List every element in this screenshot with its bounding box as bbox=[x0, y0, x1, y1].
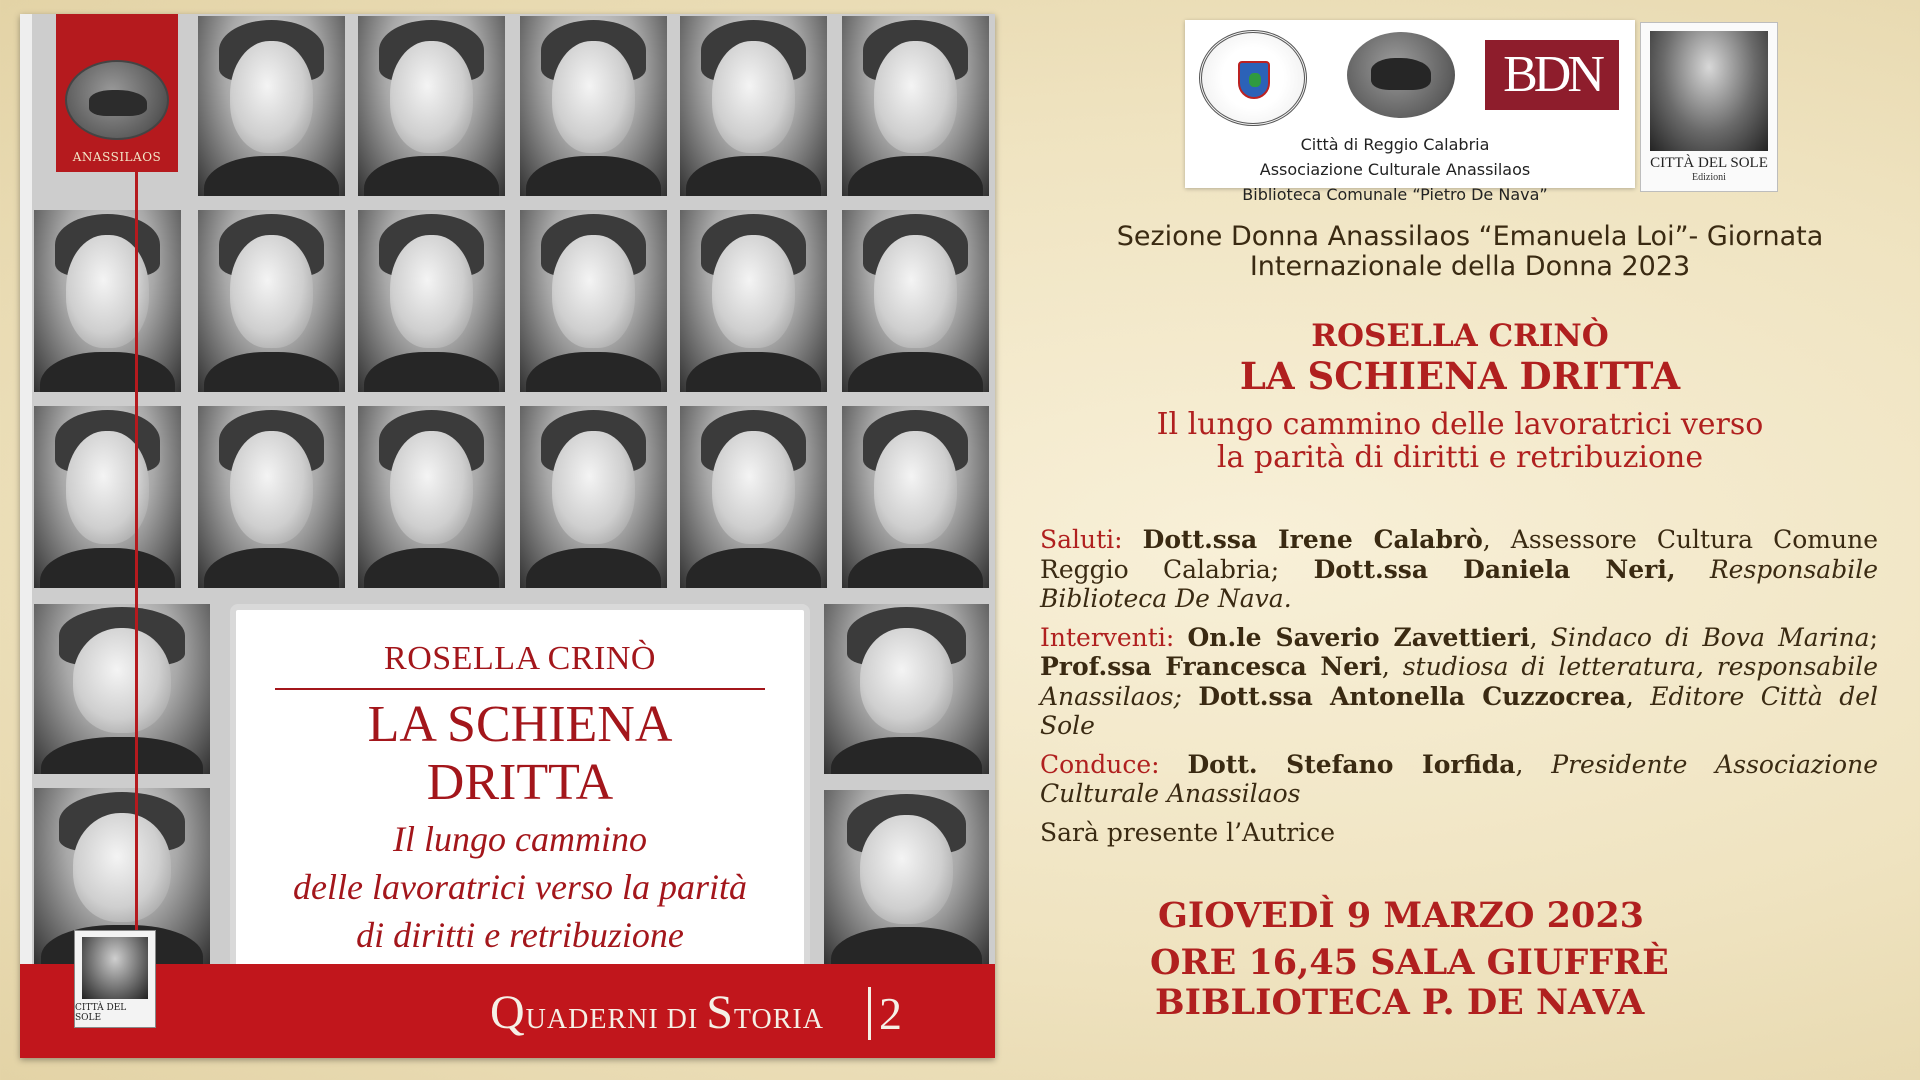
sponsor-line-association: Associazione Culturale Anassilaos bbox=[1259, 160, 1531, 179]
cover-subtitle-line1: Il lungo cammino bbox=[393, 819, 647, 859]
publisher-portrait-icon bbox=[82, 937, 148, 999]
event-subtitle bbox=[1040, 408, 1880, 474]
portrait-photo bbox=[520, 16, 667, 196]
sponsor-line-city: Città di Reggio Calabria bbox=[1300, 135, 1490, 154]
cds-name: CITTÀ DEL SOLE bbox=[1650, 155, 1768, 171]
saluti-label: Saluti: bbox=[1040, 525, 1123, 554]
portrait-photo bbox=[198, 16, 345, 196]
portrait-photo bbox=[680, 16, 827, 196]
interventi-role-2: studiosa di letteratura, responsabile Anassilaos; bbox=[1040, 652, 1878, 711]
citta-del-sole-logo bbox=[1640, 22, 1778, 192]
saluti-name-1: Dott.ssa Irene Calabrò bbox=[1142, 525, 1483, 554]
interventi-role-3: Editore Città del Sole bbox=[1040, 681, 1878, 740]
sponsor-line-library: Biblioteca Comunale “Pietro De Nava” bbox=[1242, 185, 1548, 204]
event-subtitle-line1: Il lungo cammino delle lavoratrici verso bbox=[1156, 407, 1764, 442]
saluti-name-2: Dott.ssa Daniela Neri, bbox=[1313, 554, 1676, 584]
interventi-label: Interventi: bbox=[1040, 622, 1175, 652]
sponsor-names bbox=[1195, 132, 1595, 207]
series-s: S bbox=[706, 986, 734, 1039]
event-time-place: ORE 16,45 SALA GIUFFRÈ bbox=[1150, 942, 1669, 983]
bdn-logo: BDN bbox=[1485, 40, 1619, 110]
portrait-photo bbox=[198, 406, 345, 588]
author-presence-note: Sarà presente l’Autrice bbox=[1040, 817, 1335, 847]
program-interventi: Interventi: On.le Saverio Zavettieri, Sindaco di Bova Marina; Prof.ssa Francesca Neri, studiosa di letteratura, responsabile Anassilaos; Dott.ssa Antonella Cuzzocrea, Editore Città del Sole bbox=[1040, 622, 1879, 740]
sezione-line1: Sezione Donna Anassilaos “Emanuela Loi”- Giornata bbox=[1116, 221, 1824, 252]
portrait-photo bbox=[358, 210, 505, 392]
conduce-label: Conduce: bbox=[1040, 749, 1160, 779]
portrait-photo bbox=[198, 210, 345, 392]
conduce-name: Dott. Stefano Iorfida bbox=[1187, 749, 1516, 779]
cover-edge bbox=[20, 14, 32, 1058]
portrait-photo bbox=[520, 210, 667, 392]
event-author: ROSELLA CRINÒ bbox=[1311, 318, 1609, 354]
portrait-photo bbox=[842, 16, 989, 196]
series-number: 2 bbox=[868, 987, 902, 1040]
interventi-name-2: Prof.ssa Francesca Neri bbox=[1040, 652, 1382, 681]
cover-subtitle-line3: di diritti e retribuzione bbox=[356, 915, 684, 955]
portrait-photo bbox=[824, 790, 989, 966]
portrait-photo bbox=[34, 406, 181, 588]
program-conduce: Conduce: Dott. Stefano Iorfida, Presidente Associazione Culturale Anassilaos bbox=[1040, 749, 1878, 808]
interventi-name-1: On.le Saverio Zavettieri bbox=[1187, 622, 1530, 652]
coin-logo-icon bbox=[65, 60, 169, 140]
cover-title-line2: DRITTA bbox=[426, 754, 614, 811]
portrait-photo bbox=[34, 210, 181, 392]
portrait-photo bbox=[34, 604, 210, 774]
event-title: LA SCHIENA DRITTA bbox=[1239, 354, 1681, 398]
event-program bbox=[1040, 525, 1878, 856]
portrait-photo bbox=[358, 406, 505, 588]
cds-sub: Edizioni bbox=[1692, 172, 1726, 183]
program-saluti: Saluti: Dott.ssa Irene Calabrò, Assessore Cultura Comune Reggio Calabria; Dott.ssa Daniela Neri, Responsabile Biblioteca De Nava. bbox=[1040, 525, 1878, 613]
series-uaderni: UADERNI DI bbox=[525, 1004, 699, 1035]
anassilaos-coin-icon bbox=[1347, 32, 1455, 118]
cover-red-line bbox=[135, 164, 138, 954]
cover-author: ROSELLA CRINÒ bbox=[384, 640, 656, 677]
ribbon-label: ANASSILAOS bbox=[72, 150, 162, 164]
event-venue: BIBLIOTECA P. DE NAVA bbox=[1155, 982, 1645, 1023]
saluti-role-2: Responsabile Biblioteca De Nava. bbox=[1040, 554, 1878, 613]
saluti-role-1: Assessore Cultura Comune Reggio Calabria bbox=[1040, 525, 1878, 584]
anassilaos-ribbon bbox=[56, 14, 178, 172]
sponsor-logos bbox=[1185, 20, 1635, 204]
conduce-role: Presidente Associazione Culturale Anassilaos bbox=[1040, 749, 1878, 808]
series-title bbox=[490, 985, 824, 1040]
event-section-heading bbox=[1040, 222, 1900, 282]
cover-title-panel bbox=[230, 604, 810, 974]
publisher-name: CITTÀ DEL SOLE bbox=[75, 1003, 127, 1023]
portrait-photo bbox=[824, 604, 989, 774]
portrait-photo bbox=[680, 406, 827, 588]
cover-divider bbox=[275, 688, 765, 690]
sezione-line2: Internazionale della Donna 2023 bbox=[1249, 251, 1691, 282]
event-subtitle-line2: la parità di diritti e retribuzione bbox=[1216, 440, 1704, 475]
interventi-name-3: Dott.ssa Antonella Cuzzocrea bbox=[1198, 681, 1626, 711]
cover-title-line1: LA SCHIENA bbox=[367, 696, 673, 753]
series-q: Q bbox=[490, 986, 526, 1039]
citta-del-sole-portrait-icon bbox=[1650, 31, 1768, 151]
publisher-badge bbox=[74, 930, 156, 1028]
cover-subtitle-line2: delle lavoratrici verso la parità bbox=[293, 867, 747, 907]
portrait-photo bbox=[842, 210, 989, 392]
portrait-photo bbox=[680, 210, 827, 392]
portrait-photo bbox=[358, 16, 505, 196]
interventi-role-1: Sindaco di Bova Marina bbox=[1550, 622, 1870, 652]
portrait-photo bbox=[842, 406, 989, 588]
reggio-calabria-seal-icon bbox=[1199, 30, 1307, 126]
portrait-photo bbox=[520, 406, 667, 588]
book-cover bbox=[20, 14, 995, 1058]
series-toria: TORIA bbox=[733, 1004, 824, 1035]
event-date: GIOVEDÌ 9 MARZO 2023 bbox=[1158, 895, 1645, 936]
